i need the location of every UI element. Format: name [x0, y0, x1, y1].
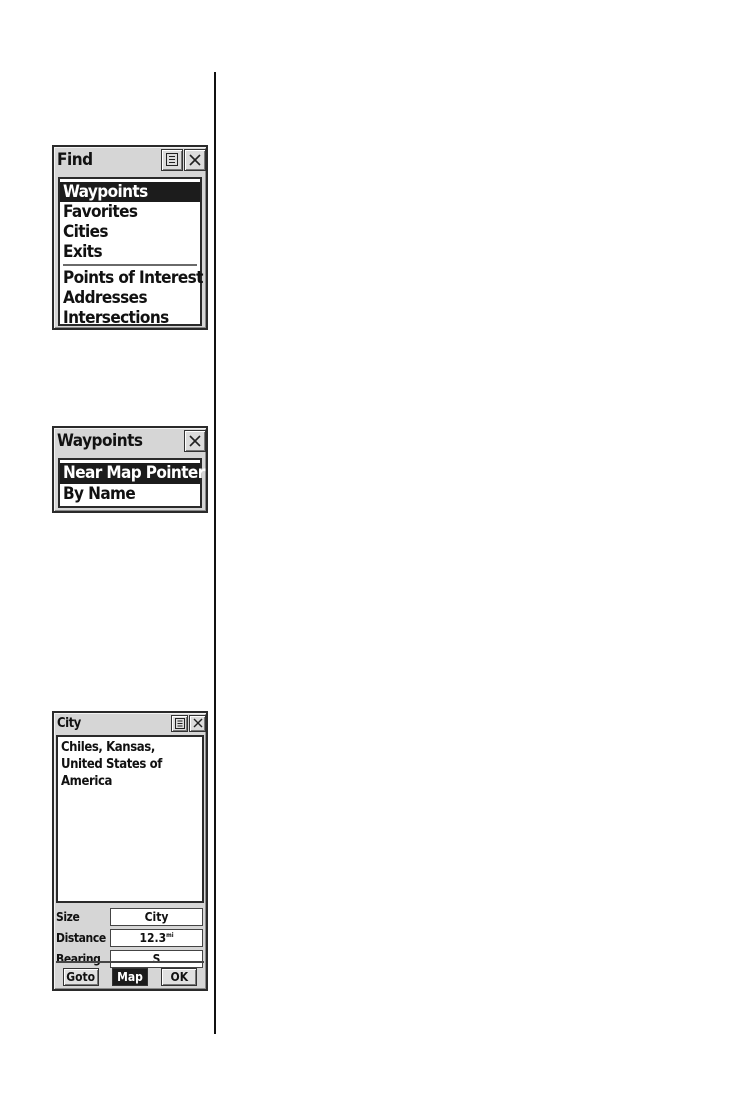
size-label: Size: [56, 910, 80, 924]
size-value: City: [110, 908, 203, 926]
size-row: [56, 907, 204, 927]
distance-field: [110, 929, 203, 947]
menu-item-near-map-pointer[interactable]: Near Map Pointer: [60, 463, 200, 484]
find-title-bar: [54, 147, 206, 172]
menu-item-points-of-interest[interactable]: Points of Interest: [63, 268, 203, 288]
goto-button[interactable]: Goto: [63, 968, 99, 986]
close-x-icon: [193, 718, 203, 728]
page-divider-line: [214, 72, 216, 1034]
find-title: Find: [57, 149, 93, 170]
menu-item-favorites[interactable]: Favorites: [63, 202, 138, 222]
distance-label: Distance: [56, 931, 106, 945]
waypoints-title-bar: [54, 428, 206, 453]
options-menu-button[interactable]: [161, 149, 183, 171]
bearing-label: Bearing: [56, 952, 101, 966]
waypoints-menu: [52, 426, 208, 513]
city-description: Chiles, Kansas, United States of America: [56, 735, 204, 903]
find-list: [58, 177, 202, 326]
menu-item-exits[interactable]: Exits: [63, 242, 102, 262]
menu-lines-icon: [166, 153, 178, 166]
list-divider: [63, 264, 197, 266]
distance-unit: mi: [166, 932, 174, 939]
find-menu: [52, 145, 208, 330]
menu-item-intersections[interactable]: Intersections: [63, 308, 169, 328]
waypoints-list: [58, 458, 205, 508]
menu-item-addresses[interactable]: Addresses: [63, 288, 147, 308]
close-button[interactable]: [189, 715, 206, 732]
options-menu-button[interactable]: [171, 715, 188, 732]
bearing-value: S: [110, 950, 203, 968]
menu-item-cities[interactable]: Cities: [63, 222, 108, 242]
close-button[interactable]: [184, 149, 206, 171]
distance-value: 12.3: [139, 931, 167, 945]
menu-item-by-name[interactable]: By Name: [63, 484, 136, 504]
map-button[interactable]: Map: [112, 968, 148, 986]
ok-button[interactable]: OK: [161, 968, 197, 986]
menu-lines-icon: [175, 718, 185, 729]
distance-row: [56, 928, 204, 948]
city-info-page: [52, 711, 208, 991]
waypoints-title: Waypoints: [57, 430, 143, 451]
close-x-icon: [189, 154, 201, 166]
menu-item-waypoints[interactable]: Waypoints: [60, 182, 200, 202]
city-button-bar: [56, 961, 204, 991]
city-title: City: [57, 715, 81, 731]
close-button[interactable]: [184, 430, 206, 452]
close-x-icon: [189, 435, 201, 447]
city-title-bar: [54, 713, 206, 733]
